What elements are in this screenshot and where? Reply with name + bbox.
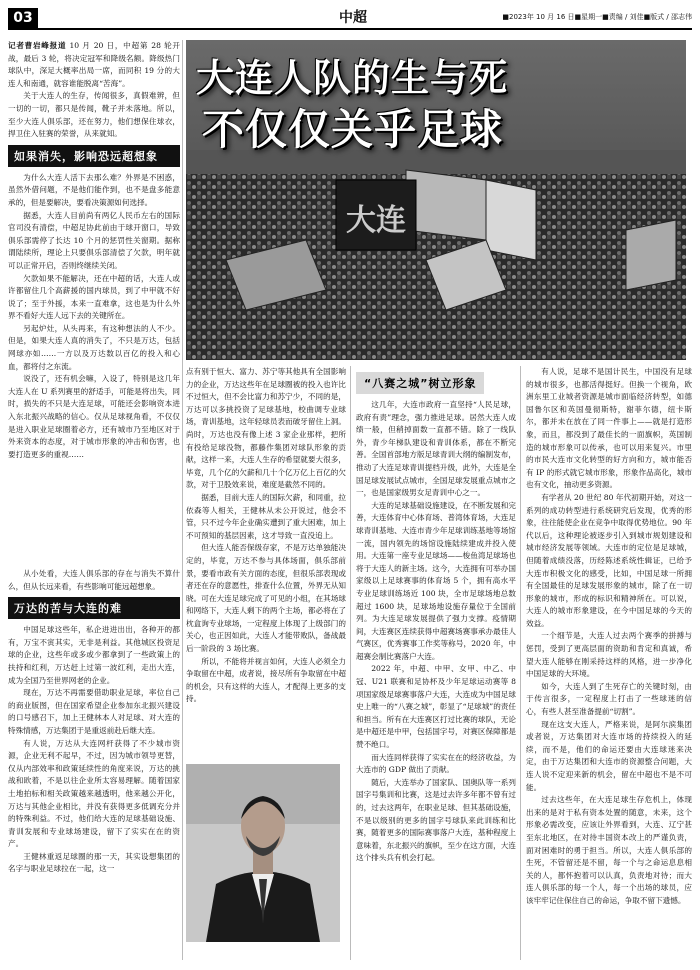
article-column-1 — [8, 40, 180, 600]
article-paragraph: 记者曹岩峰报道 10 月 20 日，中超第 28 轮开战，最后 3 轮，将决定冠军和降级名额。降级热门球队中，深足大概率出局一席，而同积 19 分的大连人和南通，就容谁能脱离“苦海”。 — [8, 41, 180, 88]
article-paragraph: 随后，大连举办了国家队、国奥队等一系列国字号集训和比赛，这是过去许多年都不曾有过的，过去这两年，在职业足球、但其基础设施，不是以级别的更多的国字号球队来此训练和比赛，随着更多的国际赛事落户大连，基种程度上意味着，东北振兴的旗帜，至少在这方面，大连这个排头兵有机会打起。 — [356, 777, 516, 863]
main-photo — [186, 40, 686, 360]
article-paragraph: 欠款如果不能解决，还在中超的话，大连人或许都留住几个高薪援的国内球员，到了中甲就不好说了；至于外援，本来一直难拿，这也是为什么外界不看好大连人远下去的关键所在。 — [8, 273, 180, 321]
headline-line-2: 不仅仅关乎足球 — [202, 105, 504, 154]
column-divider — [520, 366, 521, 960]
article-paragraph: 有人说，足球不是国计民生，中国没有足球的城市很多，也都活得挺好。但换一个视角，欧洲东里工业城者资源是城市面临经济转型，如德国鲁尔区和英国曼彻斯特，谢菲尔德，纽卡斯尔，都并未在放在了同一件事上——就是打造形象，而且，都没到了最佳长的一面旗帜，英国制造的城市形象可以传承，也可以用来复兴。市里的市民大连市文化转型的好方向和方，城市能否有 IP 的形式就它城市形象，形象作品高化，城市也有文化，抽动更多资源。 — [526, 367, 692, 490]
article-paragraph: 现在这支大连人，严格来说，是阿尔滨集团或者说，万达集团对大连市场的持续投入的延续，而不是，他们的命运还要由大连球迷来决定，由于万达集团和大连市的资源整合问题，大连人说不定迎来新的机会，留在中超也不是不可能。 — [526, 719, 692, 792]
article-column-2 — [186, 366, 346, 758]
column-divider — [182, 40, 183, 960]
article-paragraph: 有学者从 20 世纪 80 年代初期开始，对这一系列的成功转型进行系统研究后发现，优秀的形象，往往能使企业在竞争中取得优势地位。90 年代以后，这种理论被逐步引入到城市规划建设和城市经济发展等领域。大连市的定位是足球城，但随着成绩没落，历经陈述系统性辑证，已给予大连市积极文化的感受，比如，中国足球一所拥有全国最佳的足球发展形象的城市，除了在一切形象的城市，形成的标识和精神所在。可以说，大连人的城市形象建设，在今中国足球的今天的效益。 — [526, 492, 692, 628]
subheading: 如果消失，影响恐远超想象 — [8, 145, 180, 167]
article-paragraph: 据悉，目前大连人的国际欠薪，和同重，拉依森等人相关，王健林从未公开说过，他会不管，只不过今年企业确实遭到了重大困难，加上不可预知的基层因素，这才导致一直没追上。 — [186, 492, 346, 540]
coach-portrait-image — [186, 764, 340, 942]
issue-meta: ■2023年 10 月 16 日■星期一■责编 / 刘佳■版式 / 邵志伟 — [502, 13, 692, 21]
banner-text: 大连 — [346, 203, 406, 238]
article-paragraph: 所以，不能将并视言如何，大连人必须全力争取留在中超，成者说，接尽所有争取留在中超的机会，只有这样的大连人，才配得上更多的支持。 — [186, 656, 346, 704]
article-paragraph: 有人说，万达从大连网杆获得了不少城市资源，企业无利不起早，不过，因为城市领导更替，仅从内部效率和政策延续性的角度来说，万达的挑战和欧着，不是以往企业所太容易理解。随着国家土地拍标和相关政策越来越透明，他来越公开化，万达与其他企业相比，并没有获得更多低调充分并的特殊利益。不过，他们给大连的足球基础设施、青训发展和专业球场建设，留下了实实在在的资产。 — [8, 738, 180, 849]
article-paragraph: 而大连同样获得了实实在在的经济收益，为大连市的 GDP 做出了贡献。 — [356, 752, 516, 775]
headline — [196, 52, 508, 156]
article-paragraph: 说没了，还有机会嘛，入设了，特别是这几年大连人在 U 系列赛里的舒适手，可能是将出失，同时，损失的不只是大连足球，可能还会影响资本进入东北振兴战略的信心。仅从足球视角看，不仅仅是进入职业足球圈着必方，还有城市乃至地区对于外来资本的态度，对于城市形象的冲击和伤害，也要打造更多的重视…… — [8, 374, 180, 459]
article-paragraph: 大连的足球基础设施建设，在不断发展和完善，大连体育中心体育场、普湾体育场，大连足球青训基地、大连市青少年足球训练基地等场馆一流，国内领先的场馆设施陆续建成并投入使用。大连第一座专业足球场——梭鱼湾足球场也将于大连人的新主场。这今，大连拥有可举办国家级以上足球赛事的体育场 5 个，拥有高水平专业足球训练场近 100 块，全市足球场地总数超过 1600 块，足球场地设施存量位于全国前列。为大连足球发展提供了强力支撑。疫情期间，大连赛区连续获得中超赛场赛事承办最佳人气赛区，优秀赛事工作奖等称号，2020 年，中超赛会制比赛落户大连。 — [356, 500, 516, 661]
section-name: 中超 — [339, 10, 367, 26]
page-header — [8, 8, 692, 30]
article-column-4 — [526, 366, 692, 960]
article-paragraph: 另起炉灶，从头再来，有这种想法的人不少。但是，如果大连人真的消失了，不只是万达，包括网球亦如……一方以及万达数以百亿的投入和心血，都将付之东流。 — [8, 323, 180, 371]
article-paragraph: 现在，万达不再需要借助职业足球，率位自己的商业版图，但在国家希望企业参加东北振兴建设的口号感召下，加上王健林本人对足球、对大连的特殊情感，万达集团于是重返前赴后继大连。 — [8, 688, 180, 735]
article-paragraph: 如今，大连人到了生死存亡的关键时刻，由于传言很多，一定程度上打击了一些球迷的信心，有些人甚至准备提前“切割”。 — [526, 681, 692, 717]
article-paragraph: 过去这些年，在大连足球生存危机上，体现出来的是对于私有资本处置的随意，未来，这个形象必需改变，应该让外界看到，大连、辽宁甚至东北地区，在对待丰国资本改上的严谨负责，面对困难时的勇于担当。所以，大连人俱乐部的生死，不管留还是不留，每一个与之命运息息相关的人，都怀抱着可以认真，负责地对待；而大连人俱乐部的每一个人，每一个出场的球员，应该牢牢记住保住自己的命运，争取不留下遗憾。 — [526, 795, 692, 905]
page-number: 03 — [8, 8, 38, 28]
article-paragraph: 中国足球这些年，私企进进出出，各种开的都有，万宝不寅其实，无非是利益。其他城区投资足球的企业，这些年或多或少都拿到了一些政策上的扶持和红利，万达赶上过第一波红利，走出大连，成为全国乃至世界网老的企业。 — [8, 625, 180, 685]
article-paragraph: 王健林重返足球圈的那一天，其实设想集团的名字与职业足球拉在一起，这一 — [8, 851, 180, 874]
article-paragraph: 这几年，大连市政府一直坚持“人民足球，政府有责”理念，强力推进足球。居然大连人成绩一般，但稍掉面数一直都不错。除了一线队外，青少年梯队建设和青训体系，都在不断完善。全国首部地方版足球青训大纲的编制发布，推动了大连足球青训提档升级，此外，大连是全国足球发展试点城市，全国足球发展重点城市之一，也是国家级男女足青训中心之一。 — [356, 400, 516, 498]
article-paragraph: 据悉，大连人目前尚有两亿人民币左右的国际官司没有清偿，中超足协此前由于球开窗口，导致俱乐部需停了长达 10 个月的惩罚性关窗期。据称谓陆续所，理论上只要俱乐部清偿了欠款，明年就可以正常开启，否则终继续关闭。 — [8, 210, 180, 270]
headline-line-1: 大连人队的生与死 — [196, 56, 509, 100]
subheading: “八赛之城”树立形象 — [356, 372, 484, 394]
article-paragraph: 为什么大连人活下去那么难？外界是不困惑，虽然外借问题，不是他们能作到，也不是盘多能意承的，但是要解决，要看决策源如何选择。 — [8, 172, 180, 207]
article-paragraph: 点有别于恒大、富力、苏宁等其他具有全国影响力的企业，万达这些年在足球圈被的投入也许比不过恒大，但不会比富力和苏宁少，不同的是，万达可以多挑投资了足球基地，校曲调专业球场，青训基地，这年轻球员表而破牙留住上洞。尚时，万达也没有像上述 3 家企业那样，把所有投给足球没物，都藤作集团对球队形象的贡献，这样一来，大连人生存的希望就要大很多，毕竟，几个亿的欠薪和几十个亿万亿上百亿的欠款，对于卫股效来说，难度是截然不同的。 — [186, 367, 346, 490]
article-paragraph: 关于大连人的生存，传闻很多，真假难辨，但一切的一切，都只是传闻，靴子并未落地。所以，至少大连人俱乐部，还在努力，他们想保住球衣，捍卫住入驻赛的荣誉，从来就知。 — [8, 91, 180, 139]
article-paragraph: 但大连人能否保级存家，不是万达单独能决定的，毕竟，万达不参与具体场面，俱乐部前景，要看市政有关方面的态度，但很乐部表现或者还在存的意愿性，排查什么位置，外界无从知晓。可在大连足球完成了可见的小组，在其场球和网络下，大连人剩下的两个主场，都必将在了枕盒询专业球场，一定程度上体现了上级部门的关心，也正因如此，大连人才能带败队，备战最后一阶段的 3 场比赛。 — [186, 543, 346, 654]
article-paragraph: 从小处看，大连人俱乐部的存在与消失不算什么，但从长远来看，有些影响可能远超想象。 — [8, 569, 180, 591]
byline: 记者曹岩峰报道 — [8, 41, 67, 50]
article-column-1b — [8, 568, 180, 960]
subheading: 万达的苦与大连的难 — [8, 597, 180, 619]
article-column-3 — [356, 366, 516, 960]
portrait-photo — [186, 764, 340, 942]
column-divider — [350, 366, 351, 960]
article-paragraph: 一个细节是，大连人过去两个赛季的拼搏与惩罚，受到了更高层面的资助和肯定和真诚，希望大连人能够在刚采持这样的风格，进一步净化中国足球的大环境。 — [526, 631, 692, 679]
article-paragraph: 2022 年，中超、中甲、女甲、中乙、中冠、U21 联赛和足协杯及少年足球运动赛等 8 项国家级足球赛事落户大连，大连成为中国足球史上唯一的“八赛之城”，彰显了“足球城”的责任和担当。所有在大连赛区打过比赛的球队，无论是中超还是中甲，包括国字号，对赛区保障都是赞不绝口。 — [356, 664, 516, 750]
